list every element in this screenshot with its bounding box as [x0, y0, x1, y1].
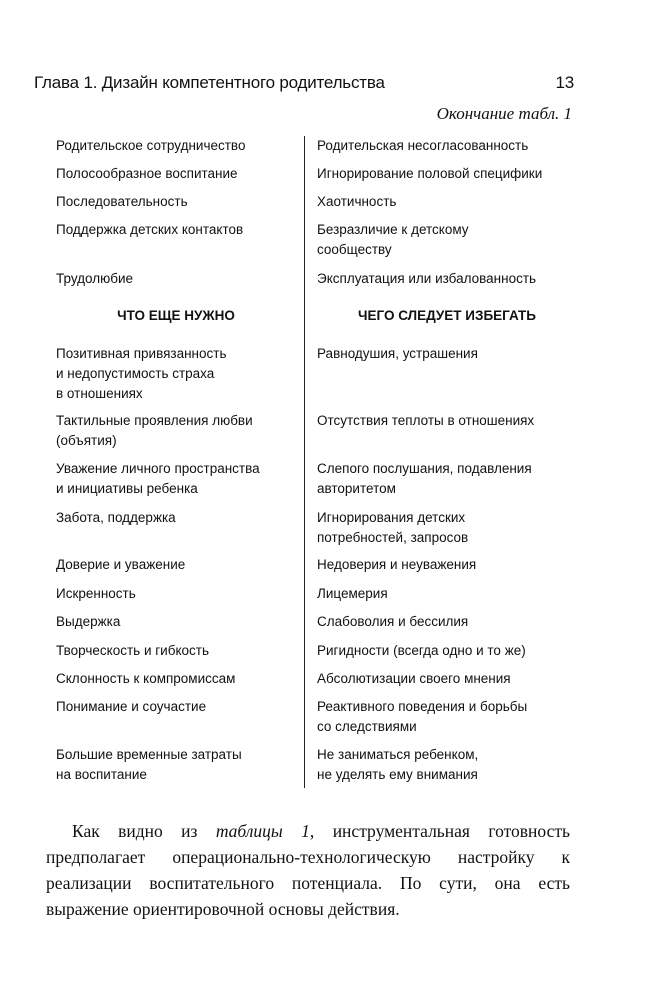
- table-cell-right: Слепого послушания, подавления авторитетом: [317, 461, 532, 496]
- table-cell-right: Лицемерия: [317, 586, 388, 601]
- table-cell-left: Склонность к компромиссам: [56, 671, 236, 686]
- table-cell-right: Хаотичность: [317, 194, 397, 209]
- table-cell-left: Последовательность: [56, 194, 188, 209]
- table-cell-left: Искренность: [56, 586, 136, 601]
- table-cell-right: Отсутствия теплоты в отношениях: [317, 413, 535, 428]
- table-cell-left: Выдержка: [56, 614, 121, 629]
- table-cell-right: Эксплуатация или избалованность: [317, 271, 537, 286]
- table-cell-right: Реактивного поведения и борьбы со следствиями: [317, 699, 528, 734]
- table-cell-left: Поддержка детских контактов: [56, 222, 244, 237]
- table-cell-left: Трудолюбие: [56, 271, 134, 286]
- table-cell-right: Равнодушия, устрашения: [317, 346, 478, 361]
- table-cell-right: Игнорирование половой специфики: [317, 166, 543, 181]
- table-cell-left: Тактильные проявления любви (объятия): [56, 413, 253, 448]
- paragraph-text-end: , инструментальная готовность предполагает операционально-технологическую настройку к реализации воспитательного потенциала. По сути, она есть выражение ориентировочной основы действия.: [46, 821, 571, 919]
- table-cell-left: Творческость и гибкость: [56, 643, 209, 658]
- table-cell-left: Позитивная привязанность и недопустимость страха в отношениях: [56, 346, 227, 401]
- running-head: [34, 73, 574, 99]
- column-divider: [304, 136, 305, 788]
- table-cell-right: Слабоволия и бессилия: [317, 614, 469, 629]
- table-cell-right: Абсолютизации своего мнения: [317, 671, 511, 686]
- body-paragraph: [46, 818, 570, 922]
- column-heading-avoid: ЧЕГО СЛЕДУЕТ ИЗБЕГАТЬ: [358, 308, 536, 323]
- table-cell-left: Понимание и соучастие: [56, 699, 207, 714]
- table-cell-right: Не заниматься ребенком, не уделять ему внимания: [317, 747, 479, 782]
- table-cell-left: Забота, поддержка: [56, 510, 176, 525]
- table-cell-right: Безразличие к детскому сообществу: [317, 222, 469, 257]
- table-caption: Окончание табл. 1: [436, 104, 572, 123]
- table-cell-right: Родительская несогласованность: [317, 138, 529, 153]
- table-cell-right: Ригидности (всегда одно и то же): [317, 643, 526, 658]
- table-cell-right: Игнорирования детских потребностей, запросов: [317, 510, 469, 545]
- table-cell-left: Большие временные затраты на воспитание: [56, 747, 242, 782]
- table-cell-right: Недоверия и неуважения: [317, 557, 477, 572]
- column-heading-needed: ЧТО ЕЩЕ НУЖНО: [117, 308, 235, 323]
- page-number: 13: [555, 73, 574, 92]
- table-cell-left: Родительское сотрудничество: [56, 138, 246, 153]
- table-reference: таблицы 1: [215, 821, 310, 841]
- chapter-title: Глава 1. Дизайн компетентного родительства: [34, 73, 385, 92]
- table-cell-left: Полосообразное воспитание: [56, 166, 238, 181]
- table-cell-left: Уважение личного пространства и инициативы ребенка: [56, 461, 260, 496]
- comparison-table: [56, 136, 576, 796]
- table-cell-left: Доверие и уважение: [56, 557, 186, 572]
- paragraph-text-start: Как видно из: [72, 821, 216, 841]
